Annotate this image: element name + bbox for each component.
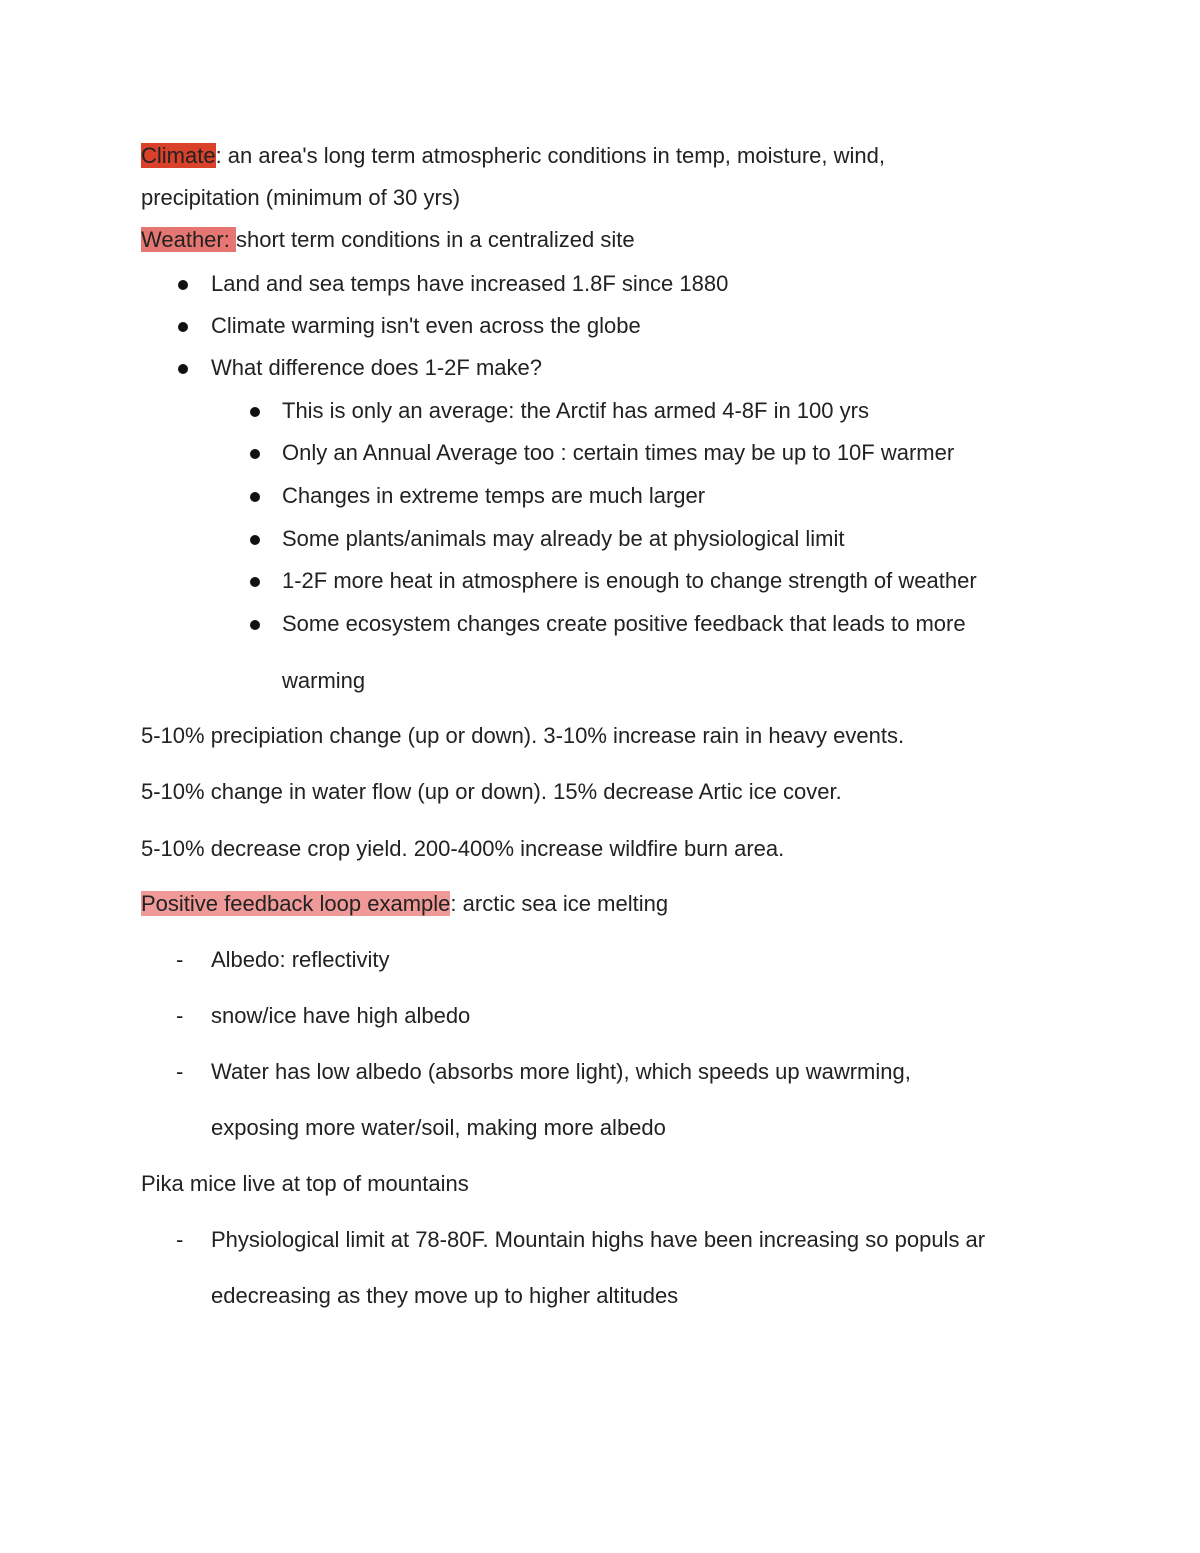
- dash-item-continuation: edecreasing as they move up to higher altitudes: [211, 1283, 679, 1308]
- stats-paragraph: 5-10% precipiation change (up or down). 3-10% increase rain in heavy events.: [141, 723, 905, 748]
- sub-bullet-dot: [250, 535, 260, 545]
- bullet-dot: [178, 280, 188, 290]
- stats-paragraph: 5-10% change in water flow (up or down). 15% decrease Artic ice cover.: [141, 779, 842, 804]
- dash-item: snow/ice have high albedo: [211, 1003, 471, 1028]
- sub-bullet-item: Changes in extreme temps are much larger: [282, 483, 706, 508]
- sub-bullet-item: 1-2F more heat in atmosphere is enough to change strength of weather: [282, 568, 977, 593]
- climate-definition-line1: [141, 141, 885, 171]
- sub-bullet-dot: [250, 492, 260, 502]
- sub-bullet-item-continuation: warming: [282, 668, 366, 693]
- feedback-heading: [141, 889, 668, 919]
- dash-item-continuation: exposing more water/soil, making more albedo: [211, 1115, 666, 1140]
- weather-definition: [141, 225, 635, 255]
- sub-bullet-item: Some ecosystem changes create positive feedback that leads to more: [282, 611, 966, 636]
- sub-bullet-dot: [250, 407, 260, 417]
- sub-bullet-item: This is only an average: the Arctif has armed 4-8F in 100 yrs: [282, 398, 869, 423]
- dash-item: Water has low albedo (absorbs more light), which speeds up wawrming,: [211, 1059, 911, 1084]
- dash-item: Albedo: reflectivity: [211, 947, 390, 972]
- weather-definition-text: short term conditions in a centralized site: [235, 227, 635, 252]
- pika-heading: Pika mice live at top of mountains: [141, 1171, 469, 1196]
- dash-marker: -: [176, 1227, 184, 1252]
- bullet-item: Climate warming isn't even across the globe: [211, 313, 641, 338]
- bullet-dot: [178, 364, 188, 374]
- sub-bullet-dot: [250, 449, 260, 459]
- feedback-heading-text: : arctic sea ice melting: [450, 891, 669, 916]
- bullet-item: Land and sea temps have increased 1.8F since 1880: [211, 271, 729, 296]
- feedback-term-highlight: Positive feedback loop example: [141, 891, 451, 916]
- dash-marker: -: [176, 1059, 184, 1084]
- stats-paragraph: 5-10% decrease crop yield. 200-400% increase wildfire burn area.: [141, 836, 785, 861]
- climate-definition-text: : an area's long term atmospheric conditions in temp, moisture, wind,: [215, 143, 885, 168]
- sub-bullet-dot: [250, 620, 260, 630]
- dash-marker: -: [176, 947, 184, 972]
- dash-marker: -: [176, 1003, 184, 1028]
- weather-term-highlight: Weather:: [141, 227, 236, 252]
- sub-bullet-item: Only an Annual Average too : certain times may be up to 10F warmer: [282, 440, 955, 465]
- climate-definition-line2: precipitation (minimum of 30 yrs): [141, 185, 461, 210]
- bullet-dot: [178, 322, 188, 332]
- bullet-item: What difference does 1-2F make?: [211, 355, 542, 380]
- sub-bullet-item: Some plants/animals may already be at physiological limit: [282, 526, 845, 551]
- climate-term-highlight: Climate: [141, 143, 216, 168]
- sub-bullet-dot: [250, 577, 260, 587]
- dash-item: Physiological limit at 78-80F. Mountain highs have been increasing so populs ar: [211, 1227, 986, 1252]
